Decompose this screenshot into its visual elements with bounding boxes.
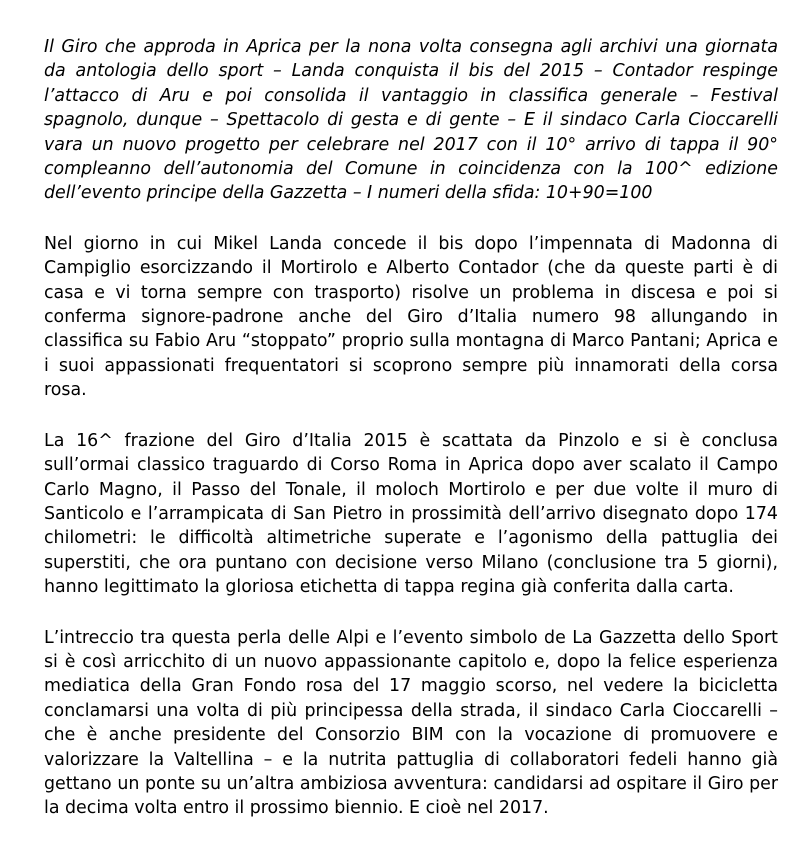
article-paragraph-3: L’intreccio tra questa perla delle Alpi e l’evento simbolo de La Gazzetta dello Sport si è così arricchito di un nuovo appassionante capitolo e, dopo la felice esperienza mediatica della Gran Fondo rosa del 17 maggio scorso, nel vedere la bicicletta conclamarsi una volta di più principessa della strada, il sindaco Carla Cioccarelli – che è anche presidente del Consorzio BIM con la vocazione di promuovere e valorizzare la Valtellina – e la nutrita pattuglia di collaboratori fedeli hanno già gettano un ponte su un’altra ambiziosa avventura: candidarsi ad ospitare il Giro per la decima volta entro il prossimo biennio. E cioè nel 2017.: [44, 627, 778, 819]
article-paragraph-2: La 16^ frazione del Giro d’Italia 2015 è scattata da Pinzolo e si è conclusa sull’ormai classico traguardo di Corso Roma in Aprica dopo aver scalato il Campo Carlo Magno, il Passo del Tonale, il moloch Mortirolo e per due volte il muro di Santicolo e l’arrampicata di San Pietro in prossimità dell’arrivo disegnato dopo 174 chilometri: le difficoltà altimetriche superate e l’agonismo della pattuglia dei superstiti, che ora puntano con decisione verso Milano (conclusione tra 5 giorni), hanno legittimato la gloriosa etichetta di tappa regina già conferita dalla carta.: [44, 430, 778, 598]
article-lede: Il Giro che approda in Aprica per la nona volta consegna agli archivi una giornata da antologia dello sport – Landa conquista il bis del 2015 – Contador respinge l’attacco di Aru e poi consolida il vantaggio in classifica generale – Festival spagnolo, dunque – Spettacolo di gesta e di gente – E il sindaco Carla Cioccarelli vara un nuovo progetto per celebrare nel 2017 con il 10° arrivo di tappa il 90° compleanno dell’autonomia del Comune in coincidenza con la 100^ edizione dell’evento principe della Gazzetta – I numeri della sfida: 10+90=100: [44, 37, 778, 204]
article-paragraph-1: Nel giorno in cui Mikel Landa concede il bis dopo l’impennata di Madonna di Campiglio esorcizzando il Mortirolo e Alberto Contador (che da queste parti è di casa e vi torna sempre con trasporto) risolve un problema in discesa e poi si conferma signore-padrone anche del Giro d’Italia numero 98 allungando in classifica su Fabio Aru “stoppato” proprio sulla montagna di Marco Pantani; Aprica e i suoi appassionati frequentatori si scoprono sempre più innamorati della corsa rosa.: [44, 233, 778, 401]
